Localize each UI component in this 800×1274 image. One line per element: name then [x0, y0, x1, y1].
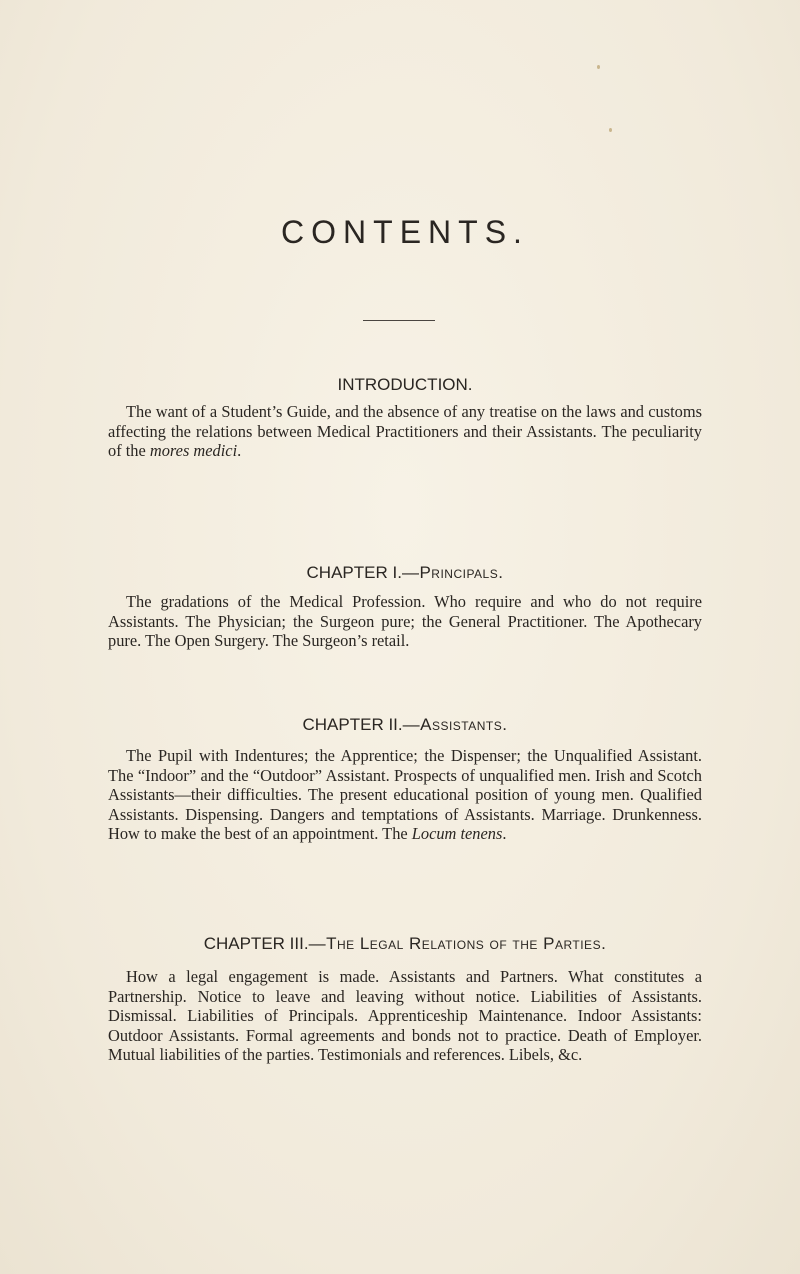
paper-speck [609, 128, 612, 132]
title-rule [363, 320, 435, 321]
introduction-text: The want of a Student’s Guide, and the absence of any treatise on the laws and customs affecting the relations between Medical Practitioners and their Assistants. The peculiarity of the mores medici. [108, 402, 702, 461]
chapter-3-heading: CHAPTER III.—The Legal Relations of the Parties. [203, 934, 607, 953]
paper-speck [597, 65, 600, 69]
chapter-3-summary: How a legal engagement is made. Assistants and Partners. What constitutes a Partnership. Notice to leave and leaving without notice. Liabilities of Assistants. Dismissal. Liabilities of Principals. Apprenticeship Maintenance. Indoor Assistants: Outdoor Assistants. Formal agreements and bonds not to practice. Death of Employer. Mutual liabilities of the parties. Testimonials and references. Libels, &c. [108, 967, 702, 1065]
chapter-2-heading: CHAPTER II.—Assistants. [302, 715, 508, 734]
page-title: CONTENTS. [281, 214, 529, 250]
chapter-1-heading: CHAPTER I.—Principals. [306, 563, 504, 582]
chapter-1-summary: The gradations of the Medical Profession. Who require and who do not require Assistants. The Physician; the Surgeon pure; the General Practitioner. The Apothecary pure. The Open Surgery. The Surgeon’s retail. [108, 592, 702, 651]
chapter-2-summary: The Pupil with Indentures; the Apprentice; the Dispenser; the Unqualified Assistant. The “Indoor” and the “Outdoor” Assistant. Prospects of unqualified men. Irish and Scotch Assistants—their difficulties. The present educational position of young men. Qualified Assistants. Dispensing. Dangers and temptations of Assistants. Marriage. Drunkenness. How to make the best of an appointment. The Locum tenens. [108, 746, 702, 844]
introduction-heading: INTRODUCTION. [337, 375, 473, 394]
